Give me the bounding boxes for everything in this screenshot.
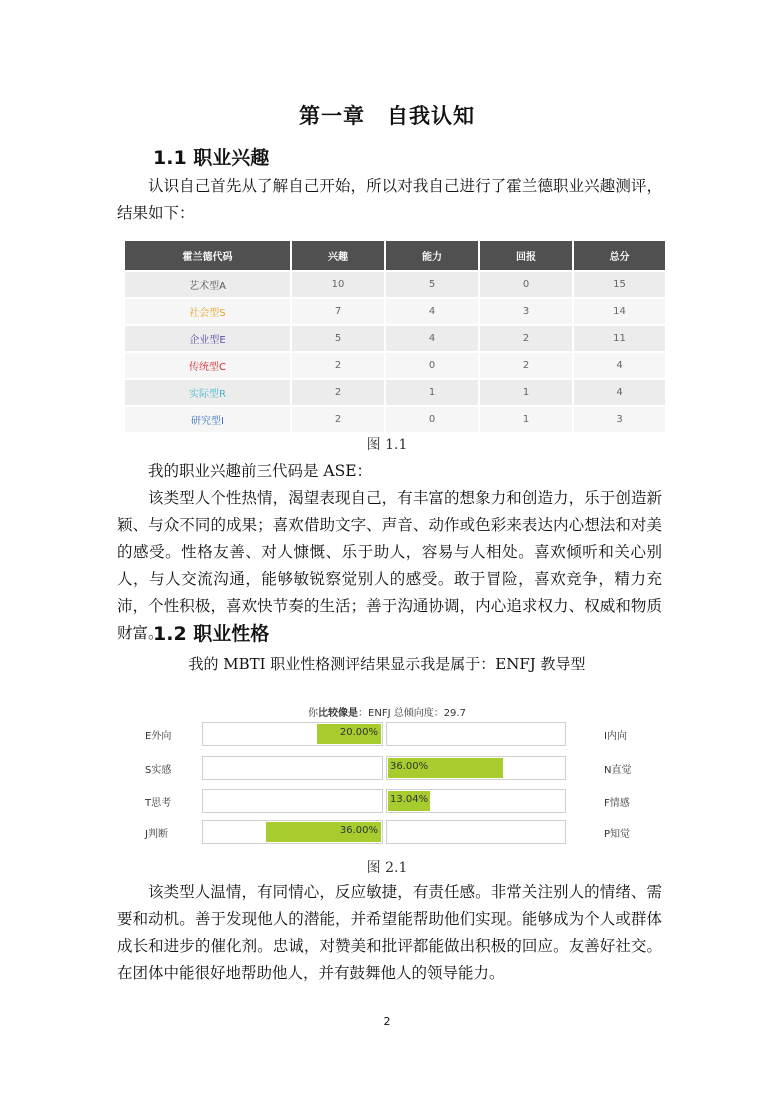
table-cell: 3 xyxy=(574,405,665,432)
section-heading-interest: 1.1 职业兴趣 xyxy=(153,147,270,169)
mbti-left-label: E外向 xyxy=(145,731,172,742)
figure-caption-1-1: 图 1.1 xyxy=(366,437,408,453)
table-cell: 4 xyxy=(386,324,480,351)
mbti-percentage-label: 20.00% xyxy=(339,727,378,738)
holland-code-cell: 艺术型A xyxy=(125,270,292,297)
table-cell: 2 xyxy=(292,351,386,378)
mbti-right-track xyxy=(386,820,566,844)
table-cell: 1 xyxy=(480,378,574,405)
mbti-right-label: P知觉 xyxy=(604,829,631,840)
mbti-dimension-row xyxy=(0,820,774,844)
mbti-dimension-row xyxy=(0,789,774,813)
personality-description-text: 该类型人温情，有同情心，反应敏捷，有责任感。非常关注别人的情绪、需要和动机。善于发现他人的潜能，并希望能帮助他们实现。能够成为个人或群体成长和进步的催化剂。忠诚，对赞美和批评都能做出积极的回应。友善好社交。在团体中能很好地帮助他人，并有鼓舞他人的领导能力。 xyxy=(117,883,662,982)
mbti-left-label: T思考 xyxy=(145,798,172,809)
mbti-percentage-label: 13.04% xyxy=(390,794,429,805)
mbti-left-track xyxy=(202,820,383,844)
table-row xyxy=(125,297,665,324)
figure-caption-2-1: 图 2.1 xyxy=(366,860,408,876)
mbti-chart xyxy=(0,700,774,850)
mbti-right-label: I内向 xyxy=(604,731,627,742)
mbti-left-track xyxy=(202,789,383,813)
mbti-right-track xyxy=(386,756,566,780)
table-row xyxy=(125,351,665,378)
page-number: 2 xyxy=(383,1015,391,1028)
holland-code-cell: 企业型E xyxy=(125,324,292,351)
table-cell: 4 xyxy=(574,351,665,378)
table-header-row xyxy=(125,241,665,270)
mbti-chart-header xyxy=(0,704,774,719)
table-cell: 1 xyxy=(386,378,480,405)
table-cell: 3 xyxy=(480,297,574,324)
mbti-left-label: S实感 xyxy=(145,765,172,776)
holland-code-cell: 研究型I xyxy=(125,405,292,432)
mbti-left-track xyxy=(202,722,383,746)
table-cell: 14 xyxy=(574,297,665,324)
mbti-header-bold: 比较像是 xyxy=(318,708,359,719)
table-row xyxy=(125,378,665,405)
table-cell: 5 xyxy=(386,270,480,297)
mbti-right-label: N直觉 xyxy=(604,765,632,776)
table-cell: 1 xyxy=(480,405,574,432)
table-cell: 2 xyxy=(292,378,386,405)
table-cell: 2 xyxy=(480,351,574,378)
table-cell: 11 xyxy=(574,324,665,351)
table-header-cell: 能力 xyxy=(386,241,480,270)
mbti-intro-text: 我的 MBTI 职业性格测评结果显示我是属于：ENFJ 教导型 xyxy=(188,655,586,673)
interest-intro-text: 认识自己首先从了解自己开始，所以对我自己进行了霍兰德职业兴趣测评，结果如下： xyxy=(117,177,662,222)
table-row xyxy=(125,270,665,297)
mbti-right-label: F情感 xyxy=(604,798,630,809)
holland-code-cell: 传统型C xyxy=(125,351,292,378)
mbti-header-suffix: ：ENFJ 总倾向度：29.7 xyxy=(358,708,466,719)
interest-result-text: 我的职业兴趣前三代码是 ASE： xyxy=(148,462,373,480)
table-cell: 7 xyxy=(292,297,386,324)
holland-code-cell: 实际型R xyxy=(125,378,292,405)
table-header-cell: 兴趣 xyxy=(292,241,386,270)
interest-description-text: 该类型人个性热情，渴望表现自己，有丰富的想象力和创造力，乐于创造新颖、与众不同的成果；喜欢借助文字、声音、动作或色彩来表达内心想法和对美的感受。性格友善、对人慷慨、乐于助人，容易与人相处。喜欢倾听和关心别人，与人交流沟通，能够敏锐察觉别人的感受。敢于冒险，喜欢竞争，精力充沛，个性积极，喜欢快节奏的生活；善于沟通协调，内心追求权力、权威和物质财富。 xyxy=(117,489,662,642)
mbti-percentage-label: 36.00% xyxy=(339,825,378,836)
mbti-right-track xyxy=(386,789,566,813)
mbti-left-track xyxy=(202,756,383,780)
table-cell: 2 xyxy=(292,405,386,432)
table-header-cell: 霍兰德代码 xyxy=(125,241,292,270)
mbti-dimension-row xyxy=(0,756,774,780)
table-cell: 0 xyxy=(386,351,480,378)
section-heading-personality: 1.2 职业性格 xyxy=(153,623,270,645)
mbti-left-label: J判断 xyxy=(145,829,168,840)
table-cell: 0 xyxy=(480,270,574,297)
table-cell: 2 xyxy=(480,324,574,351)
table-header-cell: 回报 xyxy=(480,241,574,270)
mbti-header-prefix: 你 xyxy=(308,708,319,719)
interest-intro-paragraph xyxy=(117,173,662,227)
mbti-right-track xyxy=(386,722,566,746)
mbti-percentage-label: 36.00% xyxy=(390,761,429,772)
holland-code-cell: 社会型S xyxy=(125,297,292,324)
mbti-dimension-row xyxy=(0,722,774,746)
table-body xyxy=(125,270,665,432)
table-row xyxy=(125,405,665,432)
table-header-cell: 总分 xyxy=(574,241,665,270)
chapter-title: 第一章 自我认知 xyxy=(299,104,475,128)
table-cell: 4 xyxy=(386,297,480,324)
holland-code-table xyxy=(125,241,665,432)
table-cell: 0 xyxy=(386,405,480,432)
table-cell: 5 xyxy=(292,324,386,351)
table-cell: 10 xyxy=(292,270,386,297)
table-cell: 15 xyxy=(574,270,665,297)
table-row xyxy=(125,324,665,351)
personality-description-paragraph xyxy=(117,879,662,987)
table-cell: 4 xyxy=(574,378,665,405)
